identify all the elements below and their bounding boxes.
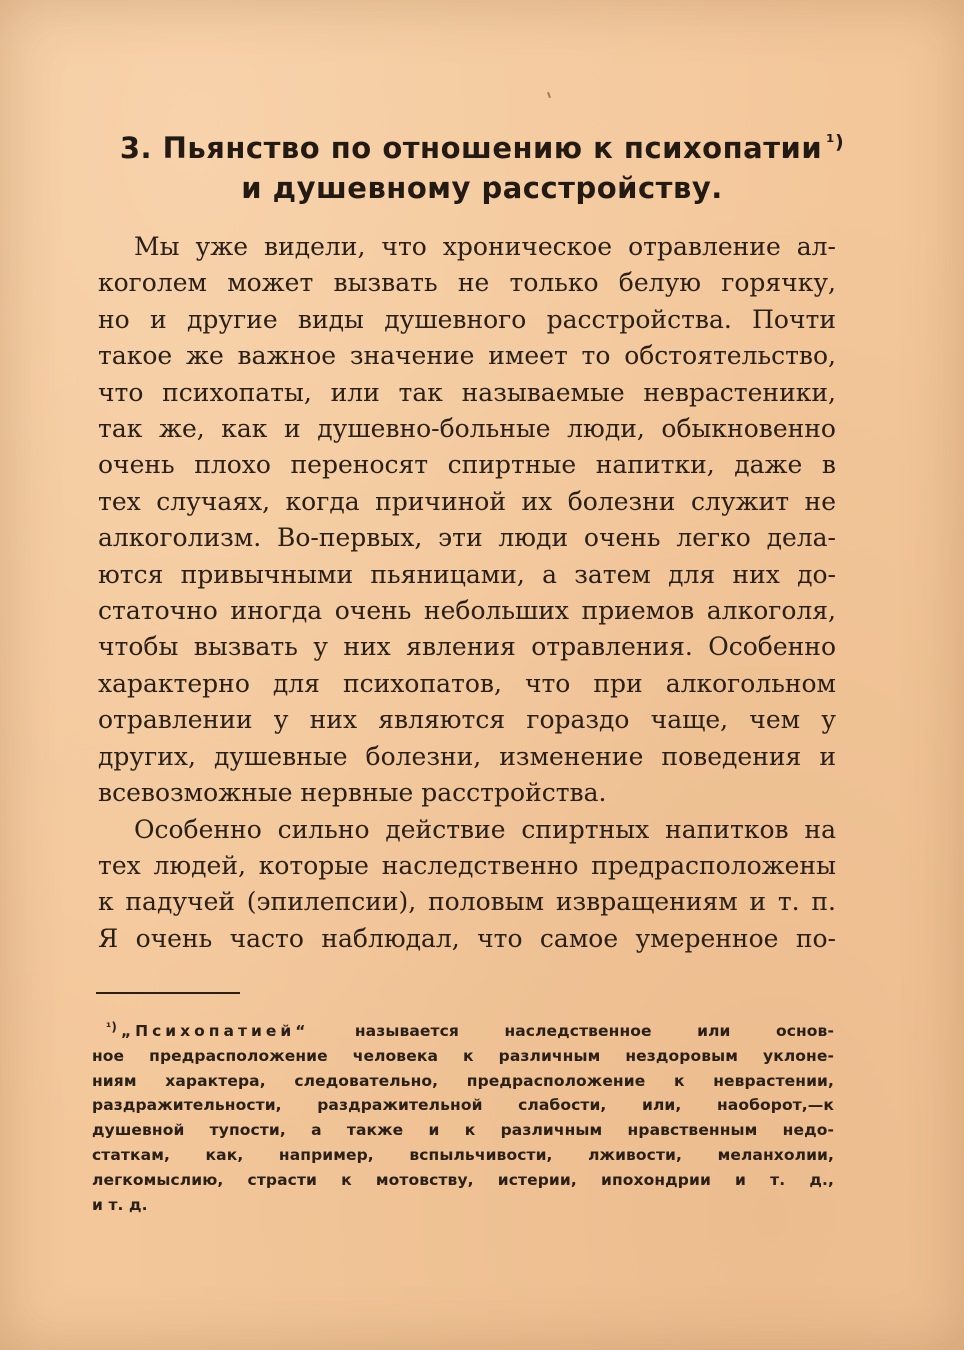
footnote-marker: ¹) [106,1020,117,1034]
text-line: ются привычными пьяницами, а затем для них до- [98,559,836,589]
section-heading [60,128,904,208]
footnote-divider [96,992,240,994]
text-line: так же, как и душевно-больные люди, обыкновенно [98,414,836,444]
text-line: к падучей (эпилепсии), половым извращениям и т. п. [98,887,836,917]
text-line: Мы уже видели, что хроническое отравление ал- [134,232,836,261]
text-line: других, душевные болезни, изменение поведения и [98,741,836,771]
footnote-line: ное предрасположение человека к различным нездоровым уклоне- [92,1046,834,1065]
paper-speck [547,92,551,98]
heading-line-1 [60,128,904,168]
text-line: тех людей, которые наследственно предрасположены [98,850,836,880]
text-line: что психопаты, или так называемые неврастеники, [98,377,836,407]
text-line: тех случаях, когда причиной их болезни служит не [98,486,836,516]
text-line: Особенно сильно действие спиртных напитков на [134,814,836,844]
text-line: Я очень часто наблюдал, что самое умеренное по- [98,923,836,953]
footnote-line: ниям характера, следовательно, предрасположение к неврастении, [92,1071,834,1090]
text-line: очень плохо переносят спиртные напитки, даже в [98,450,836,480]
text-line: но и другие виды душевного расстройства. Почти [98,304,836,334]
footnote [92,1015,834,1217]
text-line: отравлении у них являются гораздо чаще, чем у [98,705,836,735]
footnote-line: легкомыслию, страсти к мотовству, истерии, ипохондрии и т. д., [92,1170,834,1189]
footnote-line: раздражительности, раздражительной слабости, или, наоборот,—к [92,1096,834,1115]
text-line: алкоголизм. Во-первых, эти люди очень легко дела- [98,523,836,553]
footnote-reference: ¹) [826,131,845,153]
text-line: характерно для психопатов, что при алкогольном [98,668,836,698]
text-line: статочно иногда очень небольших приемов алкоголя, [98,596,836,626]
footnote-line [92,1015,834,1044]
text-line: коголем может вызвать не только белую горячку, [98,268,836,298]
body-text [98,229,836,957]
footnote-term: „Психопатией“ [120,1022,310,1040]
footnote-line: душевной тупости, а также и к различным нравственным недо- [92,1121,834,1140]
footnote-line: статкам, как, например, вспыльчивости, лживости, меланхолии, [92,1145,834,1164]
text-line: чтобы вызвать у них явления отравления. Особенно [98,632,836,662]
heading-line-2: и душевному расстройству. [241,171,723,205]
text-line: всевозможные нервные расстройства. [98,778,607,808]
text-line: такое же важное значение имеет то обстоятельство, [98,341,836,371]
footnote-line-text: называется наследственное или основ- [354,1022,834,1040]
footnote-line: и т. д. [92,1195,148,1214]
heading-line-1-text: 3. Пьянство по отношению к психопатии [119,131,823,165]
